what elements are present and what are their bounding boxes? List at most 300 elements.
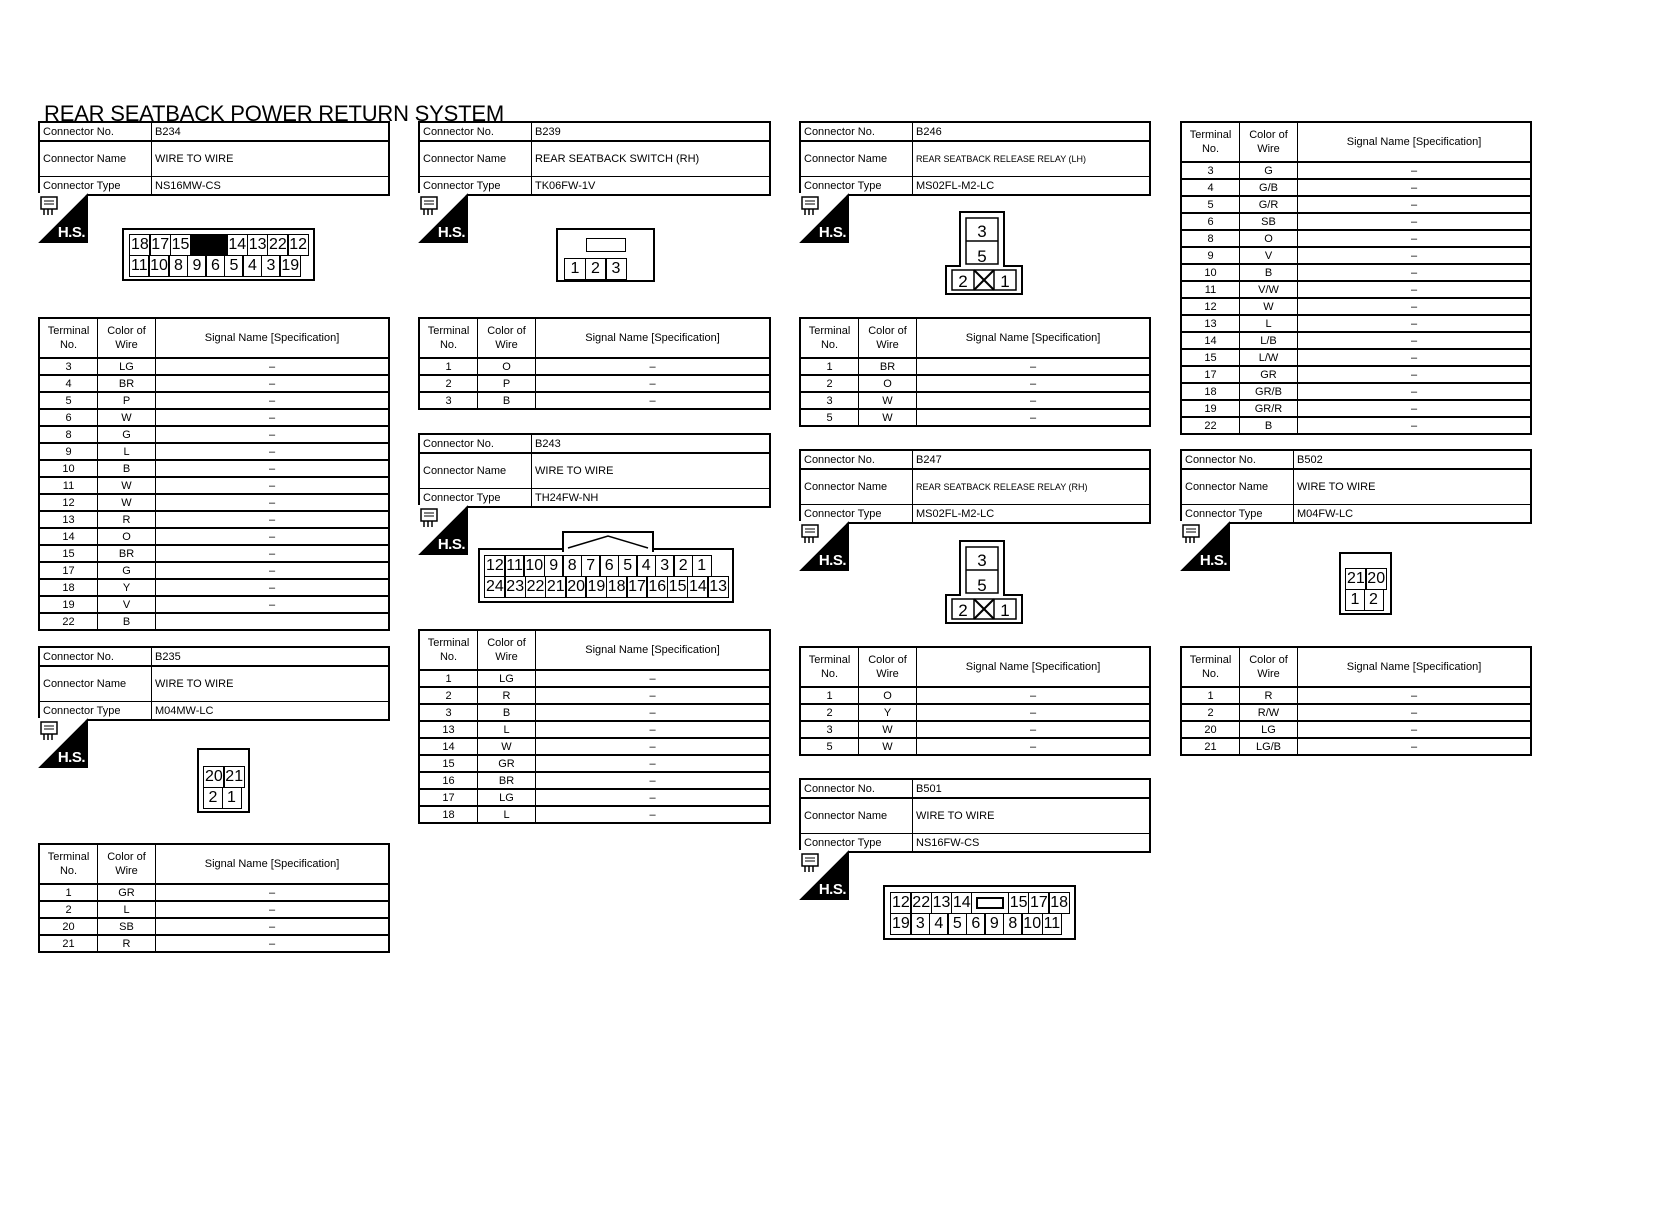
connector-no: B502 [1294, 450, 1532, 469]
hs-icon [418, 193, 468, 243]
table-row [419, 358, 770, 375]
wire-color: L [478, 721, 536, 738]
connector-type: NS16MW-CS [152, 177, 390, 196]
hs-label: H.S. [437, 224, 465, 241]
pin-12: 12 [890, 892, 912, 914]
connector-info-b246 [799, 121, 1151, 196]
table-row [1181, 196, 1531, 213]
pin-row [1345, 568, 1386, 589]
signal-name: – [917, 687, 1151, 704]
wire-color: B [478, 704, 536, 721]
terminal-no: 15 [419, 755, 478, 772]
pin-10: 10 [523, 555, 545, 577]
terminal-table-b234 [38, 317, 390, 631]
table-row [39, 358, 389, 375]
wire-color: R/W [1240, 704, 1298, 721]
pin-15: 15 [667, 576, 689, 598]
table-row [419, 738, 770, 755]
terminal-no: 18 [39, 579, 98, 596]
table-row [800, 392, 1150, 409]
signal-name: – [156, 460, 390, 477]
pin-3: 3 [655, 555, 675, 577]
terminal-no: 5 [1181, 196, 1240, 213]
table-row [39, 494, 389, 511]
signal-name: – [1298, 281, 1532, 298]
pin-10: 10 [1021, 913, 1043, 935]
pin-6: 6 [599, 555, 619, 577]
wire-color: R [478, 687, 536, 704]
label-connector-type: Connector Type [800, 834, 913, 853]
terminal-header-row [39, 844, 389, 884]
terminal-header-row [800, 647, 1150, 687]
connector-no: B235 [152, 647, 390, 666]
terminal-no-header: Terminal No. [800, 647, 859, 687]
connector-name: WIRE TO WIRE [1294, 469, 1532, 505]
pin-row [890, 913, 1069, 934]
signal-name: – [917, 704, 1151, 721]
color-of-wire-header: Color of Wire [859, 647, 917, 687]
wire-color: LG [478, 670, 536, 687]
wire-color: W [859, 721, 917, 738]
connector-info-b243 [418, 433, 771, 508]
wire-color: O [1240, 230, 1298, 247]
signal-name: – [536, 358, 771, 375]
signal-name-header: Signal Name [Specification] [917, 318, 1151, 358]
pin-21: 21 [1345, 568, 1367, 590]
wire-color: L [1240, 315, 1298, 332]
terminal-no: 4 [1181, 179, 1240, 196]
terminal-no: 2 [419, 687, 478, 704]
pin-2: 2 [673, 555, 693, 577]
pin-5: 5 [947, 913, 967, 935]
signal-name: – [156, 579, 390, 596]
wire-color: W [859, 392, 917, 409]
wire-color: B [478, 392, 536, 409]
table-row [39, 443, 389, 460]
key-slot [971, 892, 1009, 914]
table-row [1181, 366, 1531, 383]
terminal-header-row [1181, 647, 1531, 687]
hs-icon [418, 505, 468, 555]
signal-name: – [536, 755, 771, 772]
connector-no: B239 [532, 122, 771, 141]
wire-color: B [1240, 417, 1298, 434]
terminal-no: 17 [1181, 366, 1240, 383]
signal-name-header: Signal Name [Specification] [1298, 647, 1532, 687]
hs-label: H.S. [1199, 552, 1227, 569]
wire-color: O [859, 687, 917, 704]
label-connector-no: Connector No. [800, 122, 913, 141]
connector-type: MS02FL-M2-LC [913, 505, 1151, 524]
pin-12: 12 [484, 555, 506, 577]
pin-4: 4 [242, 255, 262, 277]
pin-6: 6 [966, 913, 986, 935]
pin-22: 22 [910, 892, 932, 914]
pin-3: 3 [910, 913, 930, 935]
connector-name: WIRE TO WIRE [152, 141, 390, 177]
signal-name: – [1298, 383, 1532, 400]
hs-icon [38, 718, 88, 768]
terminal-no-header: Terminal No. [419, 318, 478, 358]
signal-name: – [156, 562, 390, 579]
terminal-no: 1 [1181, 687, 1240, 704]
connector-no: B246 [913, 122, 1151, 141]
terminal-table-b502 [1180, 646, 1532, 756]
wire-color: B [98, 460, 156, 477]
terminal-no: 14 [1181, 332, 1240, 349]
hs-label: H.S. [437, 536, 465, 553]
terminal-header-row [419, 630, 770, 670]
wire-color: L/B [1240, 332, 1298, 349]
terminal-no: 5 [39, 392, 98, 409]
terminal-no: 5 [800, 409, 859, 426]
table-row [800, 375, 1150, 392]
terminal-no-header: Terminal No. [1181, 647, 1240, 687]
wire-color: BR [859, 358, 917, 375]
pin-14: 14 [687, 576, 709, 598]
terminal-no: 13 [39, 511, 98, 528]
signal-name: – [1298, 264, 1532, 281]
pin-9: 9 [544, 555, 564, 577]
signal-name: – [156, 426, 390, 443]
wire-color: V [1240, 247, 1298, 264]
wire-color: GR/B [1240, 383, 1298, 400]
wire-color: L [478, 806, 536, 823]
connector-no: B234 [152, 122, 390, 141]
color-of-wire-header: Color of Wire [859, 318, 917, 358]
signal-name: – [156, 375, 390, 392]
pin-13: 13 [247, 234, 269, 256]
connector-type: M04MW-LC [152, 702, 390, 721]
terminal-no: 13 [419, 721, 478, 738]
pin-1: 1 [222, 787, 242, 809]
label-connector-no: Connector No. [800, 779, 913, 798]
wire-color: GR/R [1240, 400, 1298, 417]
table-row [1181, 349, 1531, 366]
terminal-no: 22 [1181, 417, 1240, 434]
table-row [800, 358, 1150, 375]
pin-17: 17 [1028, 892, 1050, 914]
terminal-no: 14 [39, 528, 98, 545]
table-row [1181, 417, 1531, 434]
table-row [800, 409, 1150, 426]
hs-label: H.S. [818, 881, 846, 898]
terminal-no: 17 [39, 562, 98, 579]
terminal-no: 10 [39, 460, 98, 477]
label-connector-no: Connector No. [39, 122, 152, 141]
wire-color: LG [478, 789, 536, 806]
terminal-no: 16 [419, 772, 478, 789]
table-row [1181, 383, 1531, 400]
table-row [39, 918, 389, 935]
terminal-no: 18 [1181, 383, 1240, 400]
terminal-no: 19 [39, 596, 98, 613]
table-row [1181, 721, 1531, 738]
wire-color: BR [98, 375, 156, 392]
terminal-no: 6 [1181, 213, 1240, 230]
terminal-no: 9 [1181, 247, 1240, 264]
table-row [1181, 332, 1531, 349]
pin-15: 15 [1008, 892, 1030, 914]
hs-label: H.S. [57, 749, 85, 766]
connector-type: TH24FW-NH [532, 489, 771, 508]
pin-5: 5 [224, 255, 244, 277]
terminal-no: 5 [800, 738, 859, 755]
signal-name: – [156, 528, 390, 545]
signal-name: – [156, 511, 390, 528]
hs-label: H.S. [818, 552, 846, 569]
signal-name: – [1298, 400, 1532, 417]
terminal-no-header: Terminal No. [39, 844, 98, 884]
wire-color: G [98, 426, 156, 443]
table-row [1181, 162, 1531, 179]
signal-name: – [1298, 417, 1532, 434]
table-row [1181, 179, 1531, 196]
pin-18: 18 [1048, 892, 1070, 914]
pin-2: 2 [958, 272, 968, 291]
wire-color: R [1240, 687, 1298, 704]
label-connector-type: Connector Type [39, 177, 152, 196]
hs-icon [799, 193, 849, 243]
wire-color: BR [478, 772, 536, 789]
pin-21: 21 [545, 576, 567, 598]
wire-color: R [98, 935, 156, 952]
hs-icon [1180, 521, 1230, 571]
signal-name: – [1298, 349, 1532, 366]
color-of-wire-header: Color of Wire [478, 630, 536, 670]
terminal-no: 2 [419, 375, 478, 392]
terminal-table-b243 [418, 629, 771, 824]
table-row [39, 562, 389, 579]
hs-label: H.S. [818, 224, 846, 241]
page-title: REAR SEATBACK POWER RETURN SYSTEM [44, 101, 504, 126]
table-row [419, 755, 770, 772]
pin-20: 20 [565, 576, 587, 598]
pin-row [1345, 589, 1386, 610]
terminal-no: 18 [419, 806, 478, 823]
connector-type: NS16FW-CS [913, 834, 1151, 853]
label-connector-no: Connector No. [419, 122, 532, 141]
label-connector-name: Connector Name [800, 469, 913, 505]
pin-1: 1 [564, 258, 586, 280]
signal-name-header: Signal Name [Specification] [1298, 122, 1532, 162]
pin-18: 18 [129, 234, 151, 256]
table-row [1181, 281, 1531, 298]
signal-name: – [1298, 738, 1532, 755]
pin-17: 17 [149, 234, 171, 256]
terminal-no: 10 [1181, 264, 1240, 281]
terminal-no: 11 [1181, 281, 1240, 298]
wire-color: O [478, 358, 536, 375]
terminal-no: 1 [39, 884, 98, 901]
pin-row [484, 576, 728, 597]
terminal-no: 1 [800, 687, 859, 704]
key-slot [190, 234, 228, 256]
terminal-no: 12 [1181, 298, 1240, 315]
terminal-no-header: Terminal No. [419, 630, 478, 670]
connector-face-b501 [883, 885, 1076, 940]
pin-2: 2 [203, 787, 223, 809]
signal-name-header: Signal Name [Specification] [156, 844, 390, 884]
table-row [1181, 400, 1531, 417]
terminal-no: 1 [800, 358, 859, 375]
pin-4: 4 [929, 913, 949, 935]
signal-name: – [536, 704, 771, 721]
pin-9: 9 [984, 913, 1004, 935]
label-connector-name: Connector Name [800, 798, 913, 834]
wire-color: L [98, 443, 156, 460]
terminal-no: 21 [1181, 738, 1240, 755]
table-row [419, 721, 770, 738]
table-row [419, 392, 770, 409]
terminal-no: 17 [419, 789, 478, 806]
table-row [419, 704, 770, 721]
label-connector-name: Connector Name [39, 141, 152, 177]
hs-icon [799, 850, 849, 900]
wire-color: GR [98, 884, 156, 901]
table-row [419, 806, 770, 823]
pin-14: 14 [951, 892, 973, 914]
label-connector-type: Connector Type [39, 702, 152, 721]
pin-18: 18 [606, 576, 628, 598]
pin-14: 14 [226, 234, 248, 256]
signal-name: – [156, 918, 390, 935]
table-row [39, 935, 389, 952]
label-connector-type: Connector Type [800, 505, 913, 524]
table-row [39, 613, 389, 630]
wire-color: G [98, 562, 156, 579]
pin-3: 3 [977, 551, 987, 570]
wire-color: L [98, 901, 156, 918]
pin-8: 8 [168, 255, 188, 277]
table-row [1181, 315, 1531, 332]
terminal-no: 15 [39, 545, 98, 562]
table-row [39, 511, 389, 528]
terminal-no: 3 [1181, 162, 1240, 179]
signal-name-header: Signal Name [Specification] [536, 318, 771, 358]
signal-name: – [156, 545, 390, 562]
terminal-no: 9 [39, 443, 98, 460]
terminal-table-b235 [38, 843, 390, 953]
pin-3: 3 [605, 258, 627, 280]
terminal-header-row [1181, 122, 1531, 162]
wire-color: V/W [1240, 281, 1298, 298]
pin-8: 8 [562, 555, 582, 577]
table-row [39, 426, 389, 443]
connector-type: MS02FL-M2-LC [913, 177, 1151, 196]
terminal-table-b246 [799, 317, 1151, 427]
signal-name: – [1298, 213, 1532, 230]
connector-info-b501 [799, 778, 1151, 853]
pin-24: 24 [484, 576, 506, 598]
wire-color: SB [1240, 213, 1298, 230]
terminal-no: 11 [39, 477, 98, 494]
terminal-no: 2 [800, 704, 859, 721]
pin-2: 2 [585, 258, 607, 280]
signal-name: – [156, 358, 390, 375]
table-row [800, 738, 1150, 755]
signal-name: – [156, 477, 390, 494]
pin-8: 8 [1003, 913, 1023, 935]
wire-color: W [1240, 298, 1298, 315]
wire-color: W [859, 738, 917, 755]
wire-color: G/R [1240, 196, 1298, 213]
wire-color: LG [98, 358, 156, 375]
signal-name: – [1298, 315, 1532, 332]
signal-name: – [1298, 298, 1532, 315]
terminal-no: 15 [1181, 349, 1240, 366]
pin-5: 5 [618, 555, 638, 577]
wire-color: P [478, 375, 536, 392]
terminal-no: 21 [39, 935, 98, 952]
pin-4: 4 [636, 555, 656, 577]
label-connector-type: Connector Type [419, 489, 532, 508]
terminal-no-header: Terminal No. [1181, 122, 1240, 162]
pin-20: 20 [1365, 568, 1387, 590]
signal-name: – [156, 443, 390, 460]
wire-color: LG/B [1240, 738, 1298, 755]
pin-19: 19 [890, 913, 912, 935]
connector-face-b234 [122, 228, 315, 281]
pin-1: 1 [692, 555, 712, 577]
connector-info-b502 [1180, 449, 1532, 524]
terminal-no: 2 [1181, 704, 1240, 721]
table-row [39, 392, 389, 409]
wire-color: O [98, 528, 156, 545]
terminal-no: 3 [800, 392, 859, 409]
signal-name: – [917, 375, 1151, 392]
signal-name: – [156, 409, 390, 426]
label-connector-name: Connector Name [419, 141, 532, 177]
pin-13: 13 [931, 892, 953, 914]
pin-19: 19 [585, 576, 607, 598]
pin-5: 5 [977, 247, 987, 266]
signal-name: – [1298, 687, 1532, 704]
terminal-no: 8 [39, 426, 98, 443]
table-row [800, 687, 1150, 704]
wire-color: BR [98, 545, 156, 562]
table-row [39, 884, 389, 901]
terminal-no: 4 [39, 375, 98, 392]
pin-11: 11 [1042, 913, 1063, 935]
table-row [1181, 264, 1531, 281]
label-connector-name: Connector Name [39, 666, 152, 702]
terminal-no: 3 [39, 358, 98, 375]
label-connector-type: Connector Type [1181, 505, 1294, 524]
connector-name: REAR SEATBACK SWITCH (RH) [532, 141, 771, 177]
label-connector-type: Connector Type [800, 177, 913, 196]
table-row [39, 596, 389, 613]
color-of-wire-header: Color of Wire [1240, 647, 1298, 687]
table-row [419, 772, 770, 789]
signal-name: – [156, 901, 390, 918]
connector-type: M04FW-LC [1294, 505, 1532, 524]
terminal-no: 22 [39, 613, 98, 630]
pin-22: 22 [525, 576, 547, 598]
pin-1: 1 [1000, 601, 1010, 620]
signal-name: – [156, 935, 390, 952]
connector-name: WIRE TO WIRE [152, 666, 390, 702]
signal-name: – [536, 772, 771, 789]
connector-face-b239 [556, 228, 655, 282]
connector-info-b239 [418, 121, 771, 196]
terminal-no: 6 [39, 409, 98, 426]
wire-color: W [98, 477, 156, 494]
wire-color: SB [98, 918, 156, 935]
wire-color: Y [98, 579, 156, 596]
terminal-header-row [419, 318, 770, 358]
signal-name: – [536, 687, 771, 704]
